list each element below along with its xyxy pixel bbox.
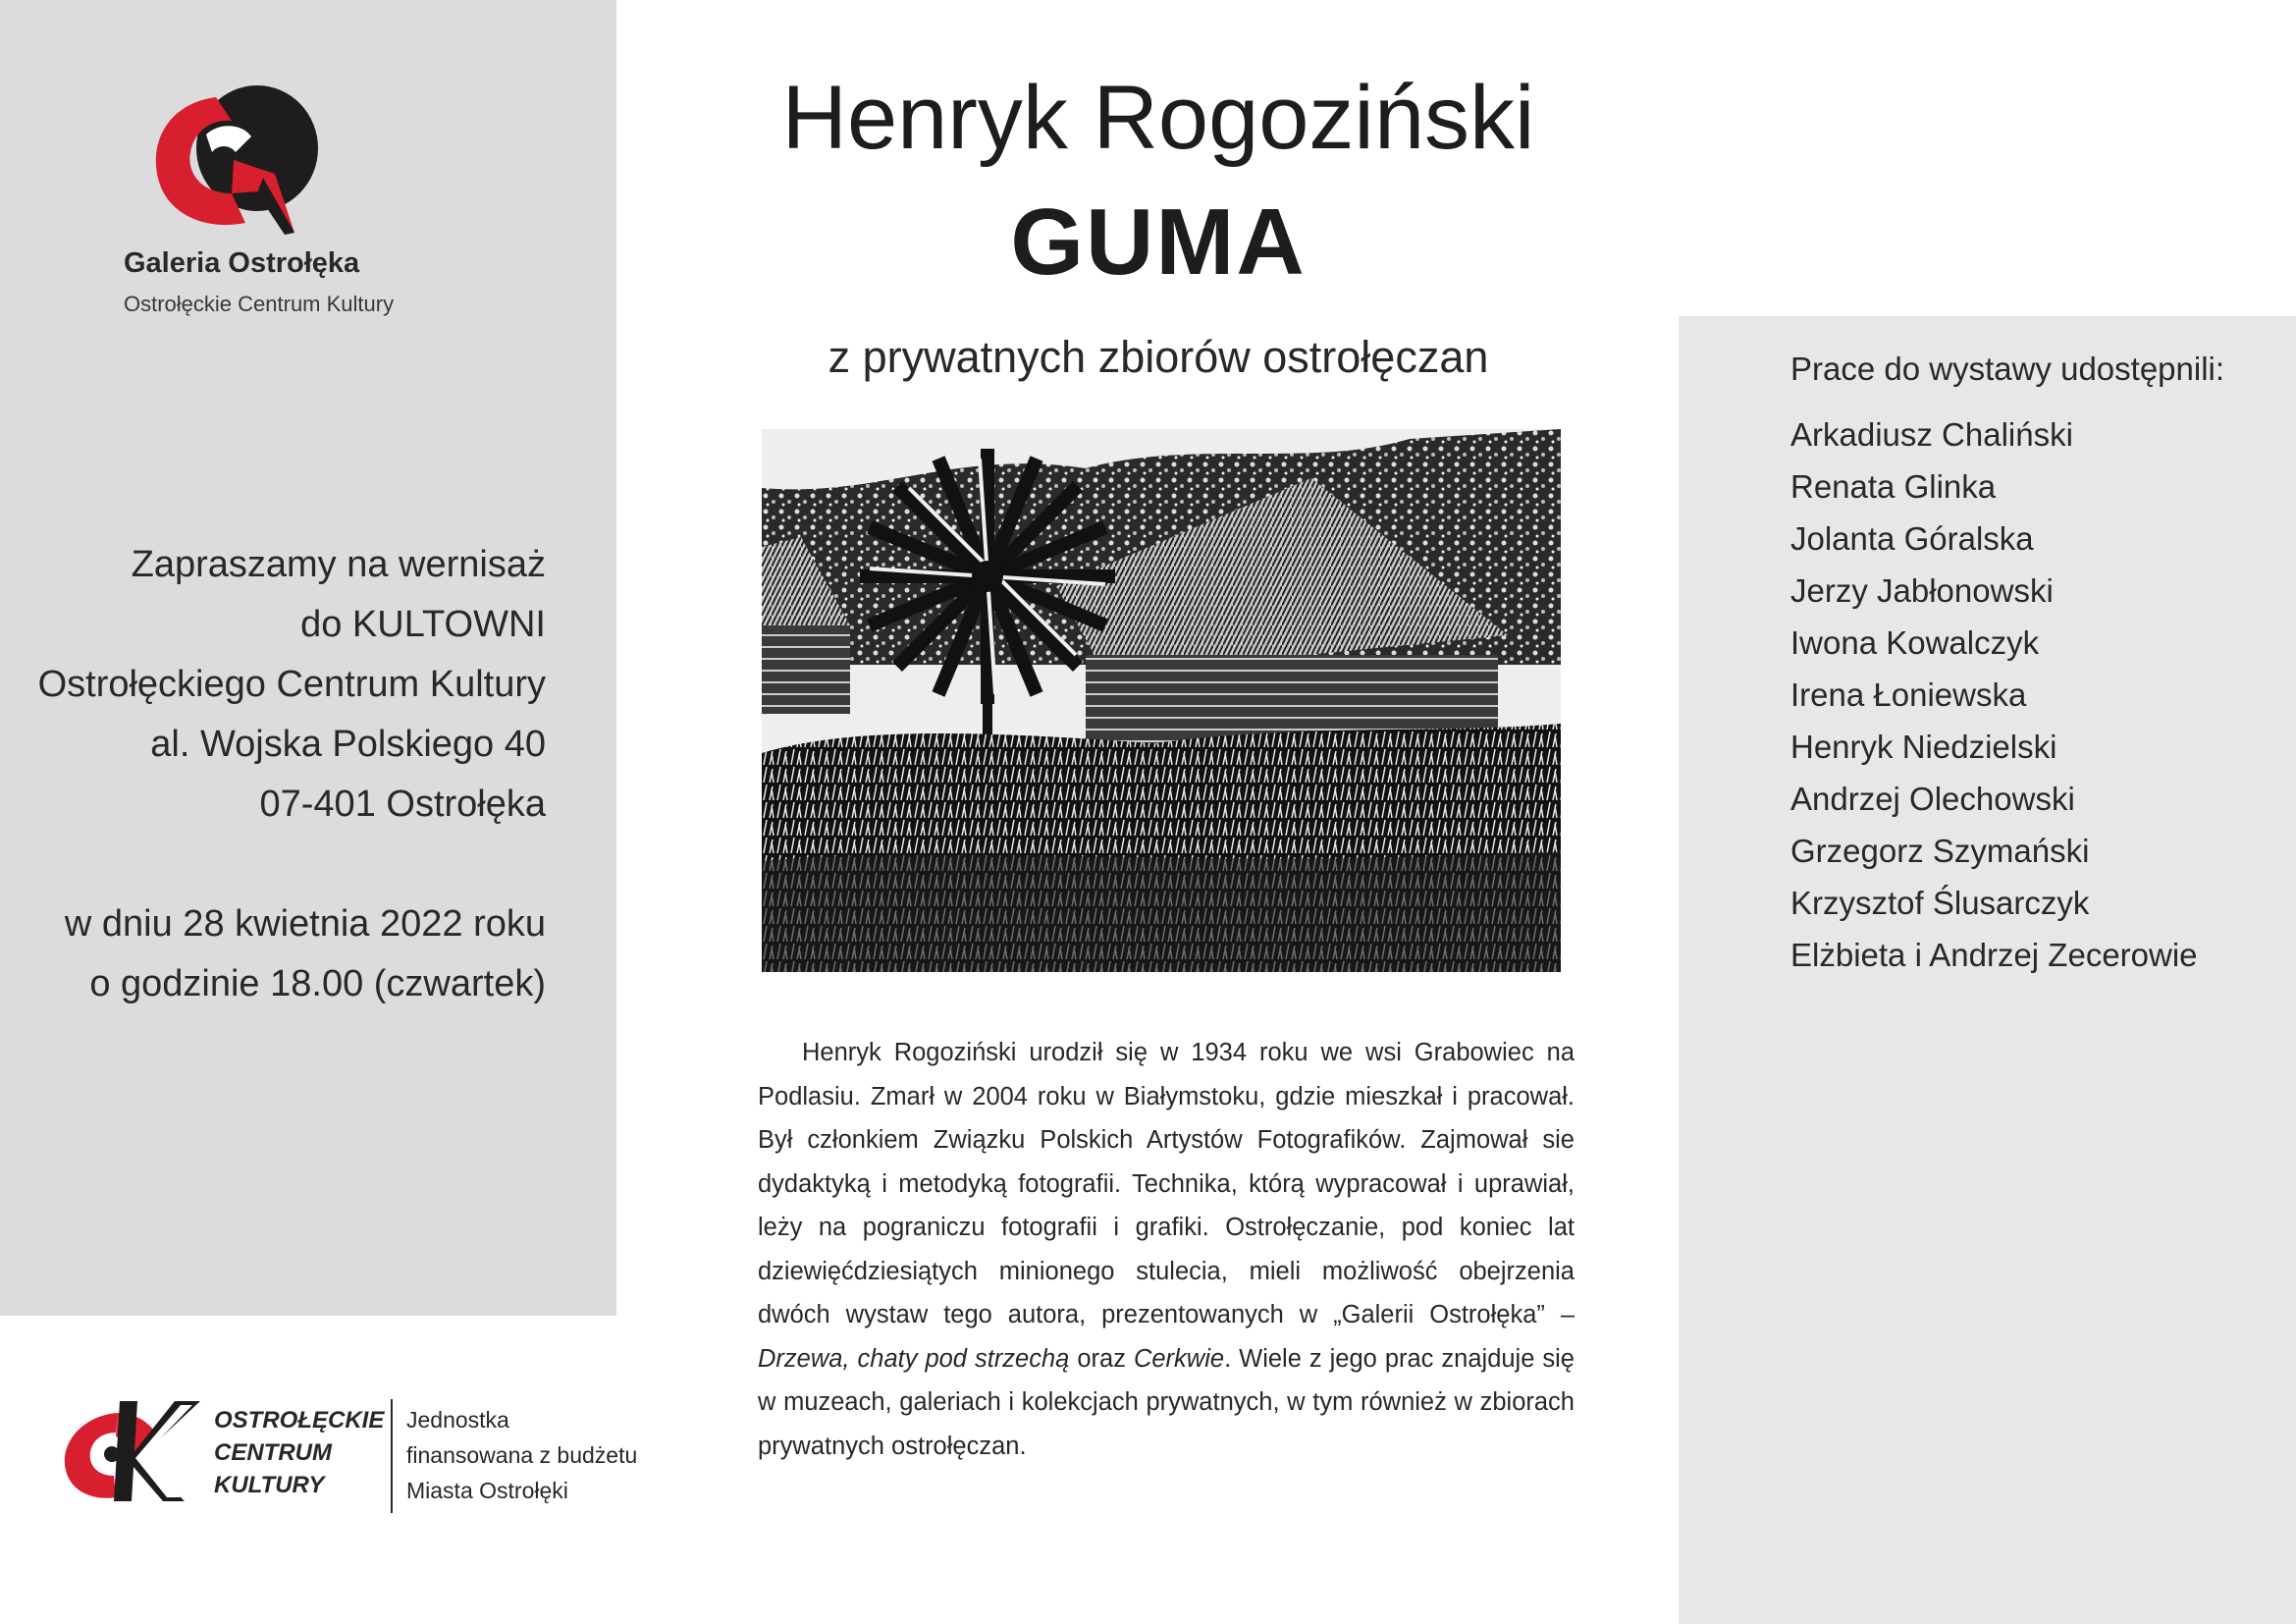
- artist-name: Henryk Rogoziński: [781, 68, 1535, 168]
- bio-text: Henryk Rogoziński urodził się w 1934 roku we wsi Grabowiec na Podlasiu. Zmarł w 2004 roku w Białymstoku, gdzie mieszkał i pracował. Był członkiem Związku Polskich Artystów Fotografików. Zajmował sie dydaktyką i metodyką fotografii. Technika, którą wypracował i uprawiał, leży na pograniczu fotografii i grafiki. Ostrołęczanie, pod koniec lat dziewięćdziesiątych minionego stulecia, mieli możliwość obejrzenia dwóch wystaw tego autora, prezentowanych w „Galerii Ostrołęka” –: [758, 1039, 1575, 1328]
- okk-name-line: KULTURY: [214, 1472, 325, 1498]
- funding-line: Jednostka: [406, 1407, 509, 1433]
- lender-name: Jolanta Góralska: [1790, 520, 2034, 557]
- bio-text: oraz: [1069, 1344, 1134, 1373]
- lender-name: Jerzy Jabłonowski: [1790, 572, 2054, 609]
- lenders-list: [1790, 408, 2198, 981]
- lender-name: Krzysztof Ślusarczyk: [1790, 885, 2090, 921]
- bio-exhibition-title-2: Cerkwie: [1133, 1344, 1225, 1373]
- invitation-line: Zapraszamy na wernisaż: [131, 544, 546, 585]
- windmill-thatched-cottage-photo: [762, 429, 1561, 972]
- lender-name: Henryk Niedzielski: [1790, 729, 2057, 765]
- footer-divider: [391, 1399, 393, 1513]
- okk-name: [214, 1404, 384, 1501]
- okk-name-line: CENTRUM: [214, 1439, 332, 1466]
- lender-name: Arkadiusz Chaliński: [1790, 416, 2073, 453]
- invitation-time: o godzinie 18.00 (czwartek): [89, 963, 546, 1004]
- lender-name: Irena Łoniewska: [1790, 677, 2027, 713]
- exhibition-subtitle: z prywatnych zbiorów ostrołęczan: [828, 332, 1489, 382]
- invitation-spacer: [38, 835, 546, 894]
- invitation-date: w dniu 28 kwietnia 2022 roku: [64, 903, 546, 945]
- lender-name: Grzegorz Szymański: [1790, 833, 2090, 869]
- gallery-subtitle: Ostrołęckie Centrum Kultury: [124, 292, 395, 316]
- lender-name: Elżbieta i Andrzej Zecerowie: [1790, 937, 2198, 973]
- okk-logo-icon: [57, 1399, 204, 1505]
- bio-text: . Wiele z jego prac znajduje się w muzeach, galeriach i kolekcjach prywatnych, w tym również w zbiorach prywatnych ostrołęczan.: [758, 1344, 1575, 1460]
- invitation-text: [38, 535, 546, 1014]
- invitation-line: al. Wojska Polskiego 40: [150, 724, 546, 765]
- exhibition-photo: [762, 429, 1561, 972]
- invitation-line: do KULTOWNI: [300, 604, 546, 645]
- lender-name: Iwona Kowalczyk: [1790, 624, 2040, 661]
- lenders-title: Prace do wystawy udostępnili:: [1790, 351, 2225, 387]
- artist-biography: [758, 1031, 1575, 1468]
- invitation-line: Ostrołęckiego Centrum Kultury: [37, 664, 546, 705]
- funding-line: Miasta Ostrołęki: [406, 1478, 568, 1503]
- exhibition-title: GUMA: [1010, 189, 1307, 295]
- okk-name-line: OSTROŁĘCKIE: [214, 1407, 385, 1434]
- funding-note: [406, 1402, 637, 1508]
- invitation-line: 07-401 Ostrołęka: [259, 784, 546, 825]
- funding-line: finansowana z budżetu: [406, 1442, 638, 1468]
- lender-name: Andrzej Olechowski: [1790, 781, 2075, 817]
- bio-exhibition-title-1: Drzewa, chaty pod strzechą: [758, 1344, 1070, 1373]
- lender-name: Renata Glinka: [1790, 468, 1997, 505]
- gallery-name: Galeria Ostrołęka: [124, 247, 360, 279]
